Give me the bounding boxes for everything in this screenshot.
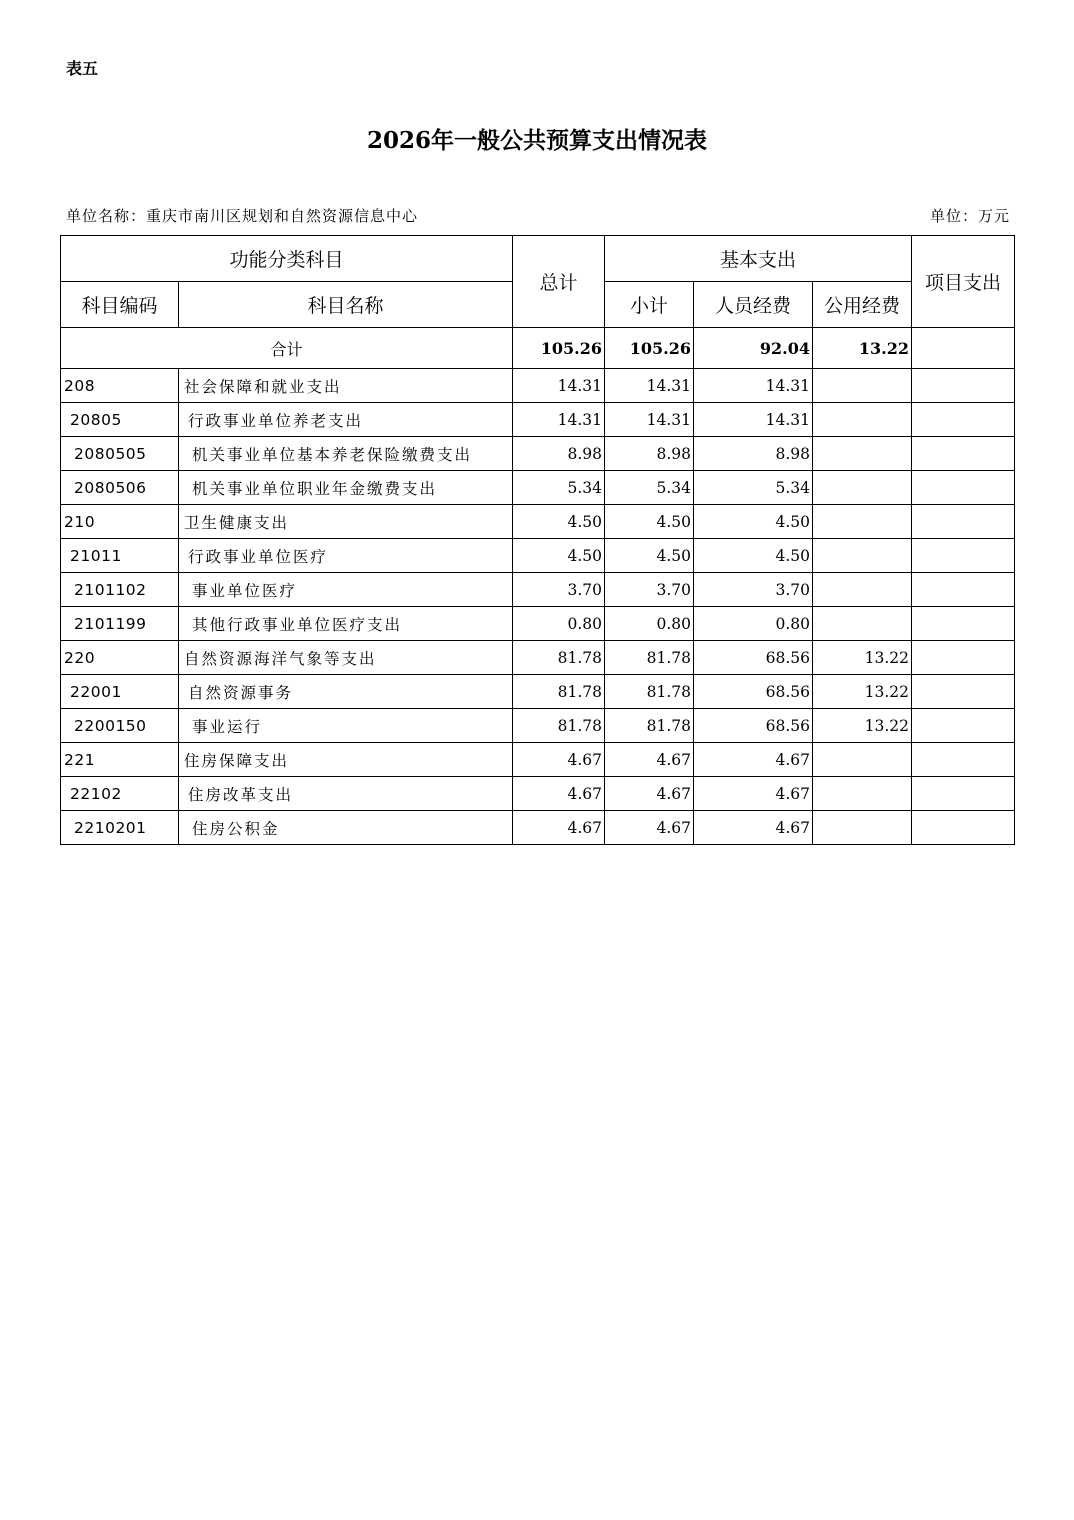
row-project bbox=[912, 675, 1015, 709]
table-row bbox=[61, 709, 1015, 743]
row-public: 13.22 bbox=[813, 641, 912, 675]
row-public bbox=[813, 437, 912, 471]
row-project bbox=[912, 607, 1015, 641]
row-total: 14.31 bbox=[513, 403, 605, 437]
row-public: 13.22 bbox=[813, 675, 912, 709]
total-row bbox=[61, 328, 1015, 369]
row-total: 81.78 bbox=[513, 709, 605, 743]
total-label: 合计 bbox=[61, 328, 513, 369]
row-subtotal: 14.31 bbox=[605, 403, 694, 437]
table-row bbox=[61, 675, 1015, 709]
row-total: 3.70 bbox=[513, 573, 605, 607]
row-code: 2101102 bbox=[61, 573, 179, 607]
row-code: 2080506 bbox=[61, 471, 179, 505]
row-code: 220 bbox=[61, 641, 179, 675]
row-code: 21011 bbox=[61, 539, 179, 573]
total-personnel: 92.04 bbox=[694, 328, 813, 369]
row-name: 社会保障和就业支出 bbox=[179, 369, 513, 403]
header-name: 科目名称 bbox=[179, 282, 513, 328]
header-subtotal: 小计 bbox=[605, 282, 694, 328]
row-total: 81.78 bbox=[513, 675, 605, 709]
row-total: 4.67 bbox=[513, 811, 605, 845]
row-code: 2200150 bbox=[61, 709, 179, 743]
row-code: 221 bbox=[61, 743, 179, 777]
row-personnel: 68.56 bbox=[694, 641, 813, 675]
row-personnel: 3.70 bbox=[694, 573, 813, 607]
total-project bbox=[912, 328, 1015, 369]
table-row bbox=[61, 403, 1015, 437]
row-subtotal: 4.50 bbox=[605, 505, 694, 539]
table-row bbox=[61, 505, 1015, 539]
row-subtotal: 4.67 bbox=[605, 777, 694, 811]
row-code: 208 bbox=[61, 369, 179, 403]
currency-unit-label: 单位：万元 bbox=[929, 207, 1010, 225]
row-subtotal: 0.80 bbox=[605, 607, 694, 641]
row-public bbox=[813, 573, 912, 607]
total-total: 105.26 bbox=[513, 328, 605, 369]
row-personnel: 68.56 bbox=[694, 675, 813, 709]
row-code: 20805 bbox=[61, 403, 179, 437]
row-name: 自然资源海洋气象等支出 bbox=[179, 641, 513, 675]
table-number-label: 表五 bbox=[66, 59, 99, 78]
row-subtotal: 14.31 bbox=[605, 369, 694, 403]
row-project bbox=[912, 505, 1015, 539]
row-total: 0.80 bbox=[513, 607, 605, 641]
row-subtotal: 81.78 bbox=[605, 709, 694, 743]
row-public bbox=[813, 471, 912, 505]
header-code: 科目编码 bbox=[61, 282, 179, 328]
row-public bbox=[813, 403, 912, 437]
row-public bbox=[813, 539, 912, 573]
table-row bbox=[61, 437, 1015, 471]
row-name: 住房改革支出 bbox=[179, 777, 513, 811]
row-code: 2080505 bbox=[61, 437, 179, 471]
header-total: 总计 bbox=[513, 236, 605, 328]
unit-name-label: 单位名称：重庆市南川区规划和自然资源信息中心 bbox=[66, 207, 419, 225]
page-title: 2026年一般公共预算支出情况表 bbox=[366, 127, 707, 154]
row-project bbox=[912, 811, 1015, 845]
row-public bbox=[813, 607, 912, 641]
row-personnel: 68.56 bbox=[694, 709, 813, 743]
row-total: 4.50 bbox=[513, 539, 605, 573]
row-public bbox=[813, 369, 912, 403]
row-subtotal: 4.67 bbox=[605, 811, 694, 845]
row-project bbox=[912, 641, 1015, 675]
row-public bbox=[813, 777, 912, 811]
row-subtotal: 8.98 bbox=[605, 437, 694, 471]
row-subtotal: 5.34 bbox=[605, 471, 694, 505]
row-code: 210 bbox=[61, 505, 179, 539]
row-total: 14.31 bbox=[513, 369, 605, 403]
row-code: 22001 bbox=[61, 675, 179, 709]
table-row bbox=[61, 641, 1015, 675]
table-row bbox=[61, 573, 1015, 607]
row-project bbox=[912, 539, 1015, 573]
row-public: 13.22 bbox=[813, 709, 912, 743]
row-project bbox=[912, 777, 1015, 811]
table-row bbox=[61, 369, 1015, 403]
budget-expenditure-table bbox=[60, 235, 1015, 845]
row-total: 81.78 bbox=[513, 641, 605, 675]
row-personnel: 4.50 bbox=[694, 539, 813, 573]
row-personnel: 14.31 bbox=[694, 369, 813, 403]
row-personnel: 0.80 bbox=[694, 607, 813, 641]
total-public: 13.22 bbox=[813, 328, 912, 369]
row-subtotal: 4.67 bbox=[605, 743, 694, 777]
table-row bbox=[61, 811, 1015, 845]
row-name: 机关事业单位职业年金缴费支出 bbox=[179, 471, 513, 505]
row-name: 行政事业单位医疗 bbox=[179, 539, 513, 573]
row-name: 行政事业单位养老支出 bbox=[179, 403, 513, 437]
row-project bbox=[912, 743, 1015, 777]
row-total: 4.67 bbox=[513, 777, 605, 811]
row-personnel: 5.34 bbox=[694, 471, 813, 505]
table-row bbox=[61, 777, 1015, 811]
row-code: 2101199 bbox=[61, 607, 179, 641]
total-subtotal: 105.26 bbox=[605, 328, 694, 369]
row-project bbox=[912, 369, 1015, 403]
row-code: 22102 bbox=[61, 777, 179, 811]
row-project bbox=[912, 709, 1015, 743]
row-public bbox=[813, 811, 912, 845]
table-row bbox=[61, 471, 1015, 505]
row-personnel: 4.67 bbox=[694, 777, 813, 811]
header-project: 项目支出 bbox=[912, 236, 1015, 328]
row-public bbox=[813, 505, 912, 539]
header-public: 公用经费 bbox=[813, 282, 912, 328]
table-row bbox=[61, 743, 1015, 777]
row-total: 8.98 bbox=[513, 437, 605, 471]
row-name: 事业单位医疗 bbox=[179, 573, 513, 607]
row-name: 卫生健康支出 bbox=[179, 505, 513, 539]
row-project bbox=[912, 437, 1015, 471]
row-personnel: 4.67 bbox=[694, 811, 813, 845]
row-subtotal: 81.78 bbox=[605, 675, 694, 709]
row-name: 事业运行 bbox=[179, 709, 513, 743]
row-personnel: 8.98 bbox=[694, 437, 813, 471]
row-name: 自然资源事务 bbox=[179, 675, 513, 709]
row-subtotal: 4.50 bbox=[605, 539, 694, 573]
row-personnel: 4.67 bbox=[694, 743, 813, 777]
table-row bbox=[61, 539, 1015, 573]
row-total: 4.67 bbox=[513, 743, 605, 777]
row-subtotal: 81.78 bbox=[605, 641, 694, 675]
row-code: 2210201 bbox=[61, 811, 179, 845]
row-name: 住房保障支出 bbox=[179, 743, 513, 777]
header-func-class: 功能分类科目 bbox=[61, 236, 513, 282]
row-name: 其他行政事业单位医疗支出 bbox=[179, 607, 513, 641]
row-personnel: 14.31 bbox=[694, 403, 813, 437]
header-personnel: 人员经费 bbox=[694, 282, 813, 328]
row-name: 住房公积金 bbox=[179, 811, 513, 845]
row-project bbox=[912, 403, 1015, 437]
row-project bbox=[912, 471, 1015, 505]
row-personnel: 4.50 bbox=[694, 505, 813, 539]
row-public bbox=[813, 743, 912, 777]
row-total: 5.34 bbox=[513, 471, 605, 505]
header-basic: 基本支出 bbox=[605, 236, 912, 282]
row-total: 4.50 bbox=[513, 505, 605, 539]
row-name: 机关事业单位基本养老保险缴费支出 bbox=[179, 437, 513, 471]
table-row bbox=[61, 607, 1015, 641]
row-subtotal: 3.70 bbox=[605, 573, 694, 607]
row-project bbox=[912, 573, 1015, 607]
